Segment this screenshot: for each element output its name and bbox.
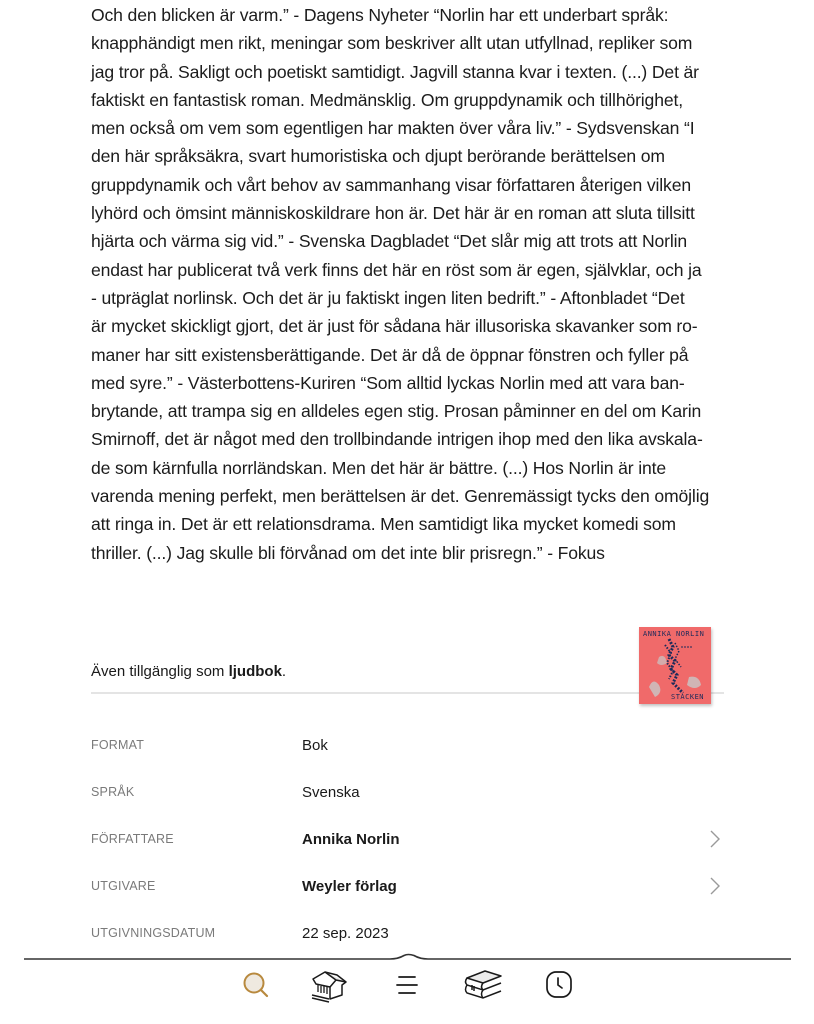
tab-bar bbox=[0, 965, 814, 1009]
audiobook-availability bbox=[91, 663, 286, 680]
detail-row-format bbox=[91, 732, 724, 779]
review-text bbox=[91, 1, 731, 567]
tab-menu[interactable] bbox=[386, 965, 428, 1005]
review-line: Och den blicken är varm.” - Dagens Nyheter “Norlin har ett underbart språk: bbox=[91, 5, 669, 25]
review-line: - utpräglat norlinsk. Och det är ju faktiskt ingen liten bedrift.” - Aftonbladet “Det bbox=[91, 287, 685, 308]
publisher-link[interactable]: Weyler förlag bbox=[302, 878, 397, 895]
detail-label: UTGIVNINGSDATUM bbox=[91, 926, 216, 940]
detail-row-publisher[interactable] bbox=[91, 873, 724, 920]
audiobook-suffix: . bbox=[281, 663, 287, 680]
review-line: thriller. (...) Jag skulle bli förvånad om det inte blir prisregn.” - Fokus bbox=[91, 542, 605, 563]
divider bbox=[91, 692, 724, 694]
review-line: men också om vem som egentligen har makten över våra liv.” - Sydsvenskan “I bbox=[91, 118, 695, 139]
detail-value: Svenska bbox=[302, 784, 360, 801]
review-line: gruppdynamik och vårt behov av sammanhang visar författaren återigen vilken bbox=[91, 174, 691, 195]
detail-row-author[interactable] bbox=[91, 826, 724, 873]
audiobook-cover[interactable] bbox=[639, 627, 711, 704]
review-line: är mycket skickligt gjort, det är just för sådana här illusoriska skavanker som ro- bbox=[91, 316, 698, 337]
clock-icon bbox=[538, 965, 580, 1005]
search-icon bbox=[235, 965, 277, 1005]
detail-label: FORMAT bbox=[91, 738, 145, 752]
books-icon bbox=[463, 965, 505, 1005]
detail-row-language bbox=[91, 779, 724, 826]
review-line: Smirnoff, det är något med den trollbindande intrigen ihop med den lika avskala- bbox=[91, 429, 703, 450]
book-details bbox=[91, 732, 724, 967]
review-line: varenda mening perfekt, men berättelsen är det. Genremässigt tycks den omöjlig bbox=[91, 486, 710, 507]
chevron-right-icon[interactable] bbox=[708, 829, 722, 849]
chevron-right-icon[interactable] bbox=[708, 876, 722, 896]
tab-my-books[interactable] bbox=[463, 965, 505, 1005]
review-line: lyhörd och ömsint människoskildrare hon är. Det här är en roman att sluta tillsitt bbox=[91, 203, 695, 224]
tab-library[interactable] bbox=[308, 965, 350, 1005]
tab-search[interactable] bbox=[235, 965, 277, 1005]
review-line: hjärta och värma sig vid.” - Svenska Dagbladet “Det slår mig att trots att Norlin bbox=[91, 231, 688, 252]
detail-value: Bok bbox=[302, 737, 328, 754]
detail-label: SPRÅK bbox=[91, 785, 135, 799]
tab-history[interactable] bbox=[538, 965, 580, 1005]
review-line: de som kärnfulla norrländskan. Men det här är bättre. (...) Hos Norlin är inte bbox=[91, 457, 667, 478]
cover-title: STACKEN bbox=[671, 693, 705, 701]
review-line: knapphändigt men rikt, meningar som beskriver allt utan utfyllnad, repliker som bbox=[91, 33, 693, 54]
detail-value: 22 sep. 2023 bbox=[302, 925, 389, 942]
review-line: endast har publicerat två verk finns det här en röst som är egen, självklar, och ja bbox=[91, 259, 702, 280]
review-line: med syre.” - Västerbottens-Kuriren “Som alltid lyckas Norlin med att vara ban- bbox=[91, 372, 685, 393]
audiobook-prefix: Även tillgänglig som bbox=[91, 663, 229, 680]
review-line: jag tror på. Sakligt och poetiskt samtidigt. Jagvill stanna kvar i texten. (...) Det är bbox=[91, 61, 699, 82]
review-line: brytande, att trampa sig en alldeles egen stig. Prosan påminner en del om Karin bbox=[91, 401, 702, 422]
review-line: faktiskt en fantastisk roman. Medmänsklig. Om gruppdynamik och tillhörighet, bbox=[91, 89, 683, 110]
detail-label: UTGIVARE bbox=[91, 879, 156, 893]
review-line: maner har sitt existensberättigande. Det är då de öppnar fönstren och fyller på bbox=[91, 344, 689, 365]
review-line: att ringa in. Det är ett relationsdrama. Men samtidigt lika mycket komedi som bbox=[91, 514, 676, 535]
detail-label: FÖRFATTARE bbox=[91, 832, 174, 846]
menu-icon bbox=[386, 965, 428, 1005]
library-icon bbox=[308, 965, 350, 1005]
author-link[interactable]: Annika Norlin bbox=[302, 831, 400, 848]
audiobook-link[interactable]: ljudbok bbox=[228, 663, 282, 680]
review-line: den här språksäkra, svart humoristiska och djupt berörande berättelsen om bbox=[91, 146, 665, 167]
cover-author: ANNIKA NORLIN bbox=[643, 630, 705, 638]
